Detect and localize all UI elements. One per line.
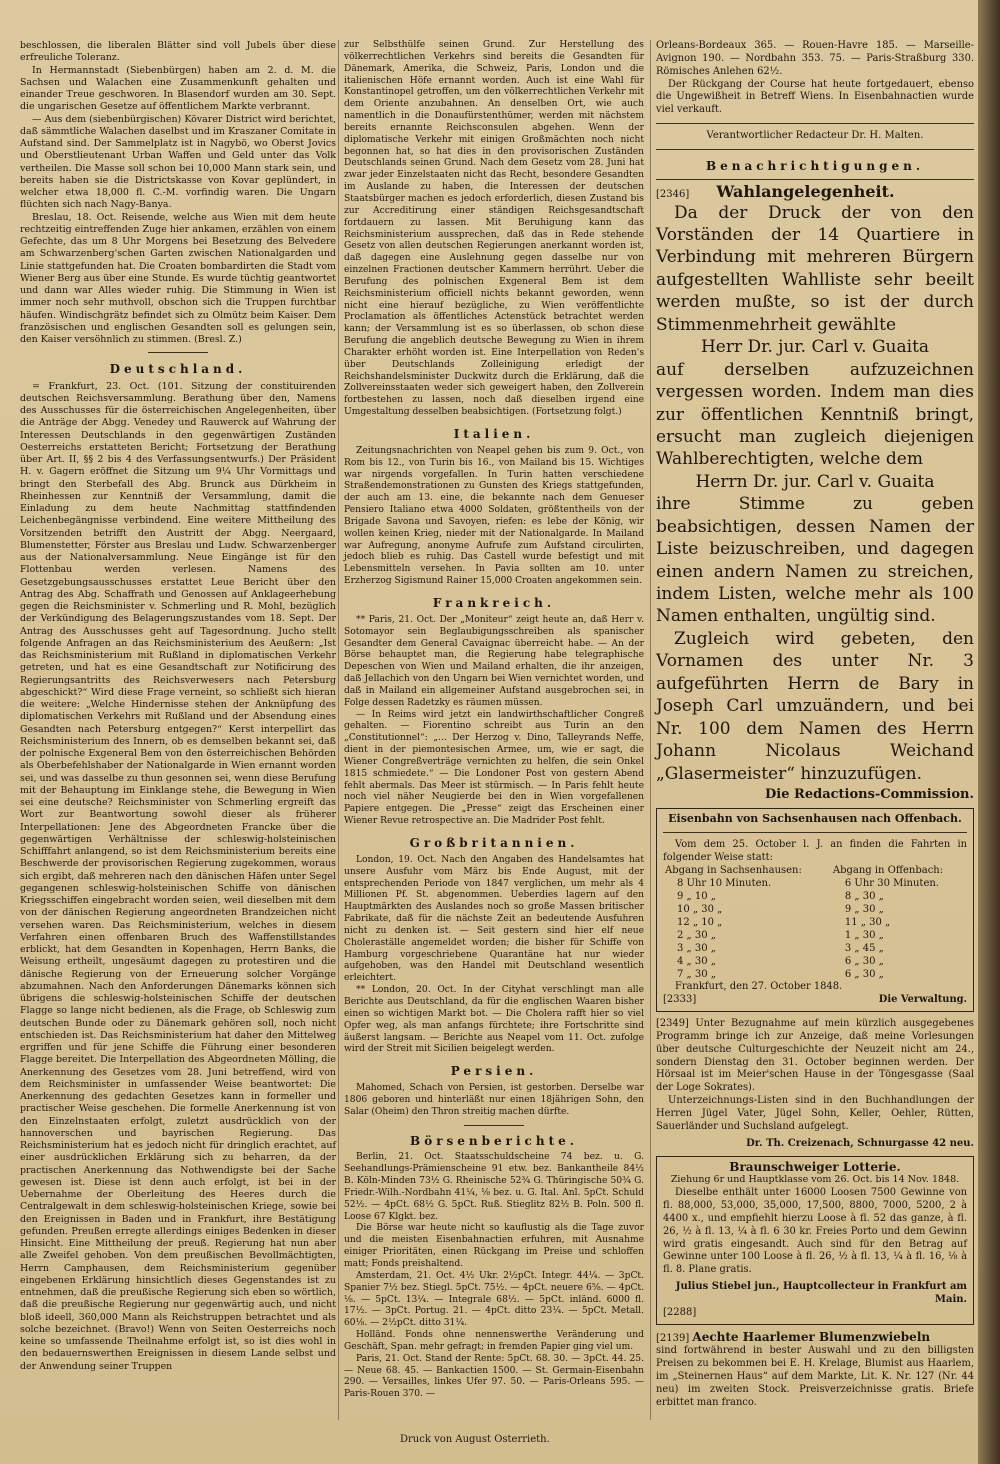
section-heading: Italien. [453,427,535,441]
paragraph: Unterzeichnungs-Listen sind in den Buchhandlungen der Herren Jügel Vater, Jügel Sohn, Keller, Oehler, Rütten, Sauerländer und Suchsland aufgelegt. [656,1095,974,1132]
ad-date: Frankfurt, den 27. October 1848. [675,981,843,993]
paragraph: Vom dem 25. October l. J. an finden die Fahrten in folgender Weise statt: [663,838,967,863]
table-cell: 3 „ 45 „ [844,943,884,955]
column-rule [650,40,651,1420]
paragraph: [2349] Unter Bezugnahme auf mein kürzlich ausgegebenes Programm bringe ich zur Anzeige, daß meine Vorlesungen über deutsche Culturgeschichte der Neuzeit nicht am 24., sondern Dienstag den 31. October beginnen werden. Der Hörsaal ist im Meier'schen Hause in der Töngesgasse (Saal der Loge Sokrates). [656,1018,974,1094]
table-cell: 11 „ 30 „ [844,917,891,929]
paragraph: Amsterdam, 21. Oct. 4½ Ukr. 2½pCt. Integr. 44¼. — 3pCt. Spanier 7½ bez. Stiegl. 5pCt. 75½. — 4pCt. neuere 6⅝. — 4pCt. ⅛. — 5pCt. 13¼. — Integrale 68½. — 5pCt. inländ. 6000 fl. 17½. — 3pCt. Portug. 21. — 4pCt. ditto 23¼. — 5pCt. Metall. 60⅛. — 2½pCt. ditto 31¼. [344,1270,644,1329]
ad-title: Braunschweiger Lotterie. [729,1160,901,1175]
schedule-table [663,864,967,981]
ad-subtitle: Ziehung 6r und Hauptklasse vom 26. Oct. bis 14 Nov. 1848. [670,1174,960,1186]
page-edge-shadow [978,0,1000,1464]
divider [148,352,208,353]
railway-schedule [656,808,974,1012]
table-cell: 2 „ 30 „ [677,930,716,942]
bulbs-ad [656,1331,974,1410]
table-cell: 9 „ 10 „ [677,891,716,903]
paragraph: Zugleich wird gebeten, den Vornamen des unter Nr. 3 aufgeführten Herrn de Bary in Joseph Carl umzuändern, und bei Nr. 100 dem Namen des Herrn Johann Nicolaus Weichand „Glasermeister“ hinzuzufügen. [656,628,974,784]
section-heading: Benachrichtigungen. [705,158,925,173]
candidate-name: Herr Dr. jur. Carl v. Guaita [700,337,930,358]
ad-number: [2288] [663,1306,697,1318]
paragraph: ihre Stimme zu geben beabsichtigen, dessen Namen der Liste beizuschreiben, und dagegen einen andern Namen zu streichen, indem Listen, welche mehr als 100 Namen enthalten, ungültig sind. [656,494,974,627]
table-cell: 4 „ 30 „ [677,956,716,968]
table-row [663,955,967,968]
column-1 [20,40,336,1373]
election-notice [656,181,974,802]
ad-footer [663,994,967,1007]
table-row [663,890,967,903]
paragraph: ** London, 20. Oct. In der Cityhat verschlingt man alle Berichte aus Deutschland, da für die englischen Waaren bisher einen so wichtigen Markt bot. — Die Cholera rafft hier so viel Opfer weg, als man anfangs fürchtete; ihre Fortschritte sind äußerst langsam. — Berichte aus Neapel vom 11. Oct. zufolge wird der Streit mit Sicilien beigelegt werden. [344,985,644,1055]
table-header-row [663,864,967,877]
table-cell: 8 Uhr 10 Minuten. [677,878,772,890]
ad-title: Aechte Haarlemer Blumenzwiebeln [692,1329,931,1344]
paragraph: zur Selbsthülfe seinen Grund. Zur Herstellung des völkerrechtlichen Verkehrs sind bereits die Gesandten für Dänemark, Amerika, die Schweiz, Paris, London und die italienischen Höfe ernannt worden. Auch ist eine Wahl für Konstantinopel getroffen, um den völkerrechtlichen Verkehr mit dem Oriente anzubahnen. An denselben Ort, wie auch namentlich in die Donaufürstenthümer, werden mit nächstem bereits ernannte Reichsconsulen abgehen. Wenn der diplomatische Verkehr mit einigen Großmächten noch nicht begonnen hat, so hat dies in den provisorischen Zuständen Deutschlands seinen Grund. Nach dem Gesetz vom 28. Juni hat zwar jeder Einzelstaaten nicht das Recht, besondere Gesandten im Auslande zu haben, die Interessen der deutschen Staatsbürger machen es jedoch erforderlich, diesen Zustand bis zur Accreditirung einer ständigen Reichsgesandtschaft fortdauern zu lassen. Mit Beruhigung kann das Reichsministerium aussprechen, daß das in Rede stehende Gesetz von allen deutschen Regierungen anerkannt worden ist, daß dagegen eine Auslehnung gegen dasselbe nur von einzelnen Fractionen deutscher Kammern herrührt. Ueber die Berufung des polnischen Exgeneral Bem ist dem Reichsministerium officiell nichts bekannt geworden, wenn nicht eine hierauf bezügliche, zu Wien veröffentlichte Proclamation als öffentliches Actenstück betrachtet werden kann; der Versammlung ist es so überlassen, ob schon diese Berufung die angeblich deutsche Bewegung zu Wien in ihrem Charakter erhöht worden ist. Eine Interpellation von Reden's über Deutschlands Zolleinigung erledigt der Reichshandelsminister Duckwitz durch die Erklärung, daß die Zollvereinsstaaten weder sich geweigert haben, den Zollverein fortbestehen zu lassen, noch daß dieselben irgend eine Umgestaltung desselben beabsichtigen. (Fortsetzung folgt.) [344,40,644,418]
section-heading: Persien. [450,1064,538,1079]
divider [656,179,974,180]
paragraph: — Aus dem (siebenbürgischen) Kövarer District wird berichtet, daß sämmtliche Walachen daselbst und im Kraszaner Comitate in Aufstand sind. Der Sammelplatz ist in Nagybö, wo Oberst Jovics und Oberstlieutenant Urban Waffen und Geld unter das Volk vertheilen. Die Masse soll schon bei 10,000 Mann stark sein, und bereits haben sie die Districtskasse von Kovar geplündert, in welcher etwa 18,000 fl. C.-M. vorfindig waren. Die Ungarn flüchten sich nach Nagy-Banya. [20,113,336,211]
lecture-notice [656,1018,974,1150]
ad-number: [2346] [656,188,690,200]
column-rule [338,40,339,1420]
table-cell: 6 Uhr 30 Minuten. [844,878,939,890]
table-cell: 6 „ 30 „ [844,969,884,981]
printer-imprint: Druck von August Osterrieth. [400,1434,550,1445]
paragraph: auf derselben aufzuzeichnen vergessen worden. Indem man dies zur öffentlichen Kenntniß bringt, ersucht man zugleich diejenigen Wahlberechtigten, welche dem [656,359,974,470]
table-cell: 10 „ 30 „ [677,904,723,916]
section-heading: Deutschland. [109,362,247,377]
paragraph: — In Reims wird jetzt ein landwirthschaftlicher Congreß gehalten. — Fiorentino schreibt aus Turin an den „Constitutionnel“: „... Der Herzog v. Dino, Talleyrands Neffe, dient in der piemontesischen Armee, um, wie er sagt, die Wiener Congreßverträge vernichten zu helfen, die sein Onkel 1815 schmiedete.“ — Die Londoner Post von gestern Abend fehlt abermals. Das Meer ist stürmisch. — In Paris fehlt heute noch viel näher Neugierde bei den in Wien vorgefallenen Papiere entgegen. Die „Presse“ zeigt das Erscheinen einer Wiener Revue retrospective an. Die Madrider Post fehlt. [344,709,644,827]
paragraph: Dieselbe enthält unter 16000 Loosen 7500 Gewinne von fl. 88,000, 53,000, 35,000, 17,500, 8800, 7000, 5200, 2 à 4400 x., und empfiehlt hierzu Loose à fl. 52 das ganze, à fl. 26, ½ à fl. 13, ¼ à fl. 6 30 kr. Freies Porto und dem Gewinn wird gratis eingesandt. Auch sind für den Betrag auf Gewinne unter 100 Loose à fl. 26, ½ à fl. 13, ¼ à fl. 16, ⅛ à fl. 8. Plane gratis. [663,1187,967,1276]
paragraph: ** Paris, 21. Oct. Der „Moniteur“ zeigt heute an, daß Herr v. Sotomayor sein Beglaubigungsschreiben als spanischer Gesandter dem General Cavaignac überreicht habe. — An der Börse behauptet man, die Regierung habe telegraphische Depeschen von Wien und Mailand erhalten, die ihr anzeigen, daß Jellachich von den Ungarn bei Wien vernichtet worden, und daß in Mailand ein allgemeiner Aufstand ausgebrochen sei, in Folge dessen Radetzky es räumen müssen. [344,614,644,708]
divider [464,1125,524,1126]
table-row [663,903,967,916]
paragraph: Holländ. Fonds ohne nennenswerthe Veränderung und Geschäft, Span. mehr gefragt; in fremden Papier ging viel um. [344,1330,644,1352]
paragraph: Die Börse war heute nicht so kauflustig als die Tage zuvor und die meisten Eisenbahnactien erfuhren, mit Ausnahme einiger Prioritäten, einen Rückgang im Preise und schloffen matt; Fonds preishaltend. [344,1223,644,1269]
table-cell: 8 „ 30 „ [844,891,884,903]
ad-signature: Die Verwaltung. [878,994,967,1006]
paragraph: sind fortwährend in bester Auswahl und zu den billigsten Preisen zu bekommen bei E. H. Krelage, Blumist aus Haarlem, im „Steinernen Haus“ auf dem Markte, Lit. K. Nr. 127 (Nr. 44 neu) im zweiten Stock. Preisverzeichnisse gratis. Briefe erbittet man franco. [656,1345,974,1408]
paragraph: Mahomed, Schach von Persien, ist gestorben. Derselbe war 1806 geboren und hinterläßt nur einen 18jährigen Sohn, den Salar (Oheim) den Thron streitig machen dürfte. [344,1083,644,1117]
table-header: Abgang in Sachsenhausen: [665,865,802,877]
table-row [663,877,967,890]
table-row [663,942,967,955]
ad-number: [2139] [656,1332,690,1344]
editor-line: Verantwortlicher Redacteur Dr. H. Malten. [706,130,924,142]
section-heading: Börsenberichte. [410,1133,578,1148]
paragraph: Orleans-Bordeaux 365. — Rouen-Havre 185. — Marseille-Avignon 190. — Nordbahn 353. 75. — Paris-Straßburg 330. Römisches Anlehen 62½. [656,40,974,77]
ad-signature: Julius Stiebel jun., Hauptcollecteur in Frankfurt am Main. [675,1281,967,1305]
table-cell: 7 „ 30 „ [677,969,716,981]
ad-body [656,202,974,785]
column-2 [344,40,644,1401]
ad-signature: Die Redactions-Commission. [765,786,974,802]
candidate-name: Herrn Dr. jur. Carl v. Guaita [695,471,935,492]
paragraph: London, 19. Oct. Nach den Angaben des Handelsamtes hat unsere Ausfuhr vom März bis Ende August, mit der entsprechenden Periode von 1847 verglichen, um mehr als 4 Millionen Pf. St. abgenommen. Ueberdies lagern auf den Hauptmärkten des Auslandes noch so große Massen britischer Fabrikate, daß für die nächste Zeit an bedeutende Ausfuhren nicht zu denken ist. — Seit gestern sind hier elf neue Choleraställe angemeldet worden; die bisher für Schiffe von Hamburg vorgeschriebene Quarantäne hat nur wieder aufgehoben, was den Handel mit Deutschland wesentlich erleichtert. [344,854,644,984]
paragraph: In Hermannstadt (Siebenbürgen) haben am 2. d. M. die Sachsen und Walachen eine Zusammenkunft gehalten und einander Treue geschworen. In Blasendorf wurden am 30. Sept. die ungarischen Gesetze auf öffentlichem Markte verbrannt. [20,64,336,113]
ad-signature: Dr. Th. Creizenach, Schnurgasse 42 neu. [746,1137,974,1149]
table-row [663,916,967,929]
paragraph: Der Rückgang der Course hat heute fortgedauert, ebenso die Ungewißheit in Betreff Wiens. In Eisenbahnactien wurde viel verkauft. [656,78,974,116]
ad-title: Wahlangelegenheit. [716,181,895,201]
ad-title: Eisenbahn von Sachsenhausen nach Offenbach. [668,811,962,825]
divider [656,149,974,150]
table-row [663,968,967,981]
paragraph: = Frankfurt, 23. Oct. (101. Sitzung der constituirenden deutschen Reichsversammlung. Berathung über den, Namens des Ausschusses für die österreichischen Angelegenheiten, über die Anträge der Abgg. Venedey und Rauwerck auf Wahrung der Interessen Deutschlands in den gegenwärtigen Zuständen Oesterreichs erstatteten Bericht; Fortsetzung der Berathung über Art. II, §§ 2 bis 4 des Verfassungsentwurfs.) Der Präsident H. v. Gagern eröffnet die Sitzung um 9¼ Uhr Vormittags und bringt den Sterbefall des Abg. Brunck aus Dürkheim in Rheinhessen zur Kenntniß der Versammlung, damit die Einladung zu dem heute Nachmittag stattfindenden Leichenbegängnisse verbindend. Eine weitere Mittheilung des Vorsitzenden betrifft den Austritt der Abgg. Neergaard, Blumenstetter, Förster aus Breslau und Ludw. Schwarzenberger aus der Nationalversammlung. Neue Eingänge ist für den Flottenbau werden verlesen. Namens des Gesetzgebungsausschusses erstattet Leue Bericht über den Antrag des Abg. Schaffrath und Genossen auf Anklageerhebung gegen die Reichsminister v. Schmerling und R. Mohl, bezüglich der Verkündigung des Belagerungszustandes vom 18. Sept. Der Antrag des Ausschusses geht auf Tagesordnung. Jucho stellt folgende Anfragen an das Reichsministerium des Aeußern: „Ist das Reichsministerium mit Rußland in diplomatischen Verkehr getreten, und hat es eine Gesandtschaft zur Notificirung des Regierungsantritts des Reichsverwesers nach Petersburg abgeschickt?“ Wird diese Frage verneint, so schließt sich hieran die weitere: „Welche Hindernisse stehen der Anknüpfung des diplomatischen Verkehrs mit Rußland und der Absendung eines Gesandten nach Petersburg entgegen?“ Kerst interpellirt das Reichsministerium des Innern, ob es demselben bekannt sei, daß der polnische Exgeneral Bem von den österreichischen Behörden als Oberbefehlshaber der Nationalgarde in Wien ernannt worden sei, und was dasselbe zu thun gesonnen sei, wenn diese Berufung mit der Behauptung im Einklange stehe, die Bewegung in Wien sei eine deutsche? Reichsminister von Schmerling ergreift das Wort zur Beantwortung sowohl dieser als früherer Interpellationen: Jene des Abgeordneten Francke über die gegenwärtigen Verhältnisse der schleswig-holsteinischen Schifffahrt anlangend, so ist dem Reichsministerium bereits eine Beschwerde der provisorischen Regierung zugekommen, woraus sich ergibt, daß mehreren nach den dänischen Häfen unter Segel gegangenen schleswig-holsteinischen Schiffe von dänischen Kriegsschiffen eingebracht worden seien, weil dieselben mit dem von der dänischen Regierung angeordneten Brandzeichen nicht versehen waren. Das Reichsministerium, welches in diesem Verfahren einen offenbaren Bruch des Waffenstillstandes erblickt, hat dem Gesandten in Kopenhagen, Herrn Banks, die Weisung ertheilt, ungesäumt dagegen zu protestiren und die dänische Regierung von der Erneuerung solcher Vorgänge abzumahnen. Nach den Anforderungen Dänemarks können sich übrigens die schleswig-holsteinischen Schiffe der deutschen Flagge so lange nicht bedienen, als die Frage, ob Schleswig zum deutschen Bunde oder zu Dänemark gehören soll, noch nicht entschieden ist. Das Reichsministerium hat daher den Mittelweg ergriffen und für jene Schiffe die Führung einer besonderen Flagge bereitet. Die Interpellation des Abgeordneten Mölling, die Anerkennung des Gesetzes vom 28. Juni betreffend, wird von dem Reichsminister in umfassender Weise beantwortet: Die Anerkennung des gedachten Gesetzes kann in formeller und practischer Weise geschehen. Die formelle Anerkennung ist von den Einzelnstaaten erfolgt, zuletzt ausdrücklich von der hannoverschen und bayrischen Regierung. Das Reichsministerium hat es jedoch nicht für dringlich erachtet, auf einer ausdrücklichen Erklärung sich zu beharren, da der practischen Anerkennung das Nothwendigste bei der Sache gewesen ist. Diese ist denn auch erfolgt, ist bei in der Uebernahme der Oberleitung des Heeres durch die Centralgewalt in dem schleswig-holsteinischen Kriege, sowie bei den Ereignissen in Baden und in Frankfurt, ihre Bestätigung gefunden. Preußen erregte allerdings einiges Bedenken in dieser Hinsicht. Eine Mittheilung der preuß. Regierung hat nun aber alle Zweifel gehoben. Von dem preußischen Bevollmächtigten, Herrn Camphausen, dem Reichsministerium gegenüber eingebenen Erklärung hinsichtlich dieses Gegenstandes ist zu entnehmen, daß die preußische Regierung sich eben so wörtlich, daß die preußische Regierung nur gegenwärtig auch, und nicht bloß ideell, 360,000 Mann als Reichstruppen betrachtet und als solche bezeichnet. (Bravo!) Wenn von Seiten Oesterreichs noch keine so umfassende Theilnahme erfolgt ist, so ist dies wohl in den bedauernswerthen Ereignissen in diesem Lande selbst und der Anwendung seiner Truppen [20,380,336,1372]
table-cell: 3 „ 30 „ [677,943,716,955]
paragraph: Da der Druck der von den Vorständen der 14 Quartiere in Verbindung mit mehreren Bürgern aufgestellten Wahlliste sehr beeilt werden mußte, so ist der durch Stimmenmehrheit gewählte [656,202,974,335]
lottery-ad [656,1156,974,1324]
paragraph: Breslau, 18. Oct. Reisende, welche aus Wien mit dem heute rechtzeitig eintreffenden Zuge hier ankamen, erzählen von einem Gefechte, das um 8 Uhr Morgens bei Besetzung des Belvedere am Schwarzenberg'schen Garten zwischen Nationalgarden und Linie stattgefunden hat. Die Croaten bombardirten die Stadt vom Wiener Berg aus über eine Stunde. Es wurde tüchtig geantwortet und dann war Alles wieder ruhig. Die Stimmung in Wien ist immer noch sehr muthvoll, obschon sich die Truppen furchtbar häufen. Windischgrätz befindet sich zu Olmütz beim Kaiser. Dem französischen und englischen Gesandten soll es gelungen sein, den Kaiser versöhnlich zu stimmen. (Bresl. Z.) [20,211,336,345]
table-cell: 6 „ 30 „ [844,956,884,968]
column-3 [656,40,974,1410]
section-heading: Frankreich. [432,595,556,610]
table-header: Abgang in Offenbach: [832,865,944,877]
paragraph: Paris, 21. Oct. Stand der Rente: 5pCt. 68. 30. — 3pCt. 44. 25. — Neue 68. 45. — Bankactien 1500. — St. Germain-Eisenbahn 290. — Versailles, linkes Ufer 97. 50. — Paris-Orleans 595. — Paris-Rouen 370. — [344,1353,644,1400]
table-cell: 12 „ 10 „ [677,917,723,929]
paragraph: Zeitungsnachrichten von Neapel gehen bis zum 9. Oct., von Rom bis 12., von Turin bis 16., von Mailand bis 15. Wichtiges war nirgends vorgefallen. In Turin hatten verschiedene Straßendemonstrationen zu Gunsten des Kriegs stattgefunden, der auch am 13. eine, die bekannte nach dem Genueser Pensiero Italiano etwa 4000 Soldaten, größtentheils von der Brigade Savona und Savoyen, riefen: es lebe der König, wir wollen keinen Krieg, nieder mit der Nationalgarde. In Mailand war Aufregung, anonyme Aufrufe zum Aufstand circulirten, jedoch blieb es ruhig. Das Castell wurde befestigt und mit Lebensmitteln versehen. In Pavia sollten am 10. unter Erzherzog Sigismund Rainer 15,000 Croaten angekommen sein. [344,445,644,587]
table-cell: 1 „ 30 „ [844,930,884,942]
divider [656,123,974,124]
section-heading: Großbritannien. [409,836,579,850]
paragraph: beschlossen, die liberalen Blätter sind voll Jubels über diese erfreuliche Toleranz. [20,40,336,64]
paragraph: Berlin, 21. Oct. Staatsschuldscheine 74 bez. u. G. Seehandlungs-Prämienscheine 91 etw. bez. Bankantheile 84½ B. Köln-Minden 73½ G. Rheinische 52¾ G. Thüringische 50¾ G. Friedr.-Wilh.-Nordbahn 41¼, ⅛ bez. u. G. Ital. Anl. 5pCt. Schuld 52½. — 4pCt. 68½ G. 5pCt. Ruß. Stieglitz 82½ B. Poln. 500 fl. Loose 67 Klgkt. bez. [344,1152,644,1222]
table-cell: 9 „ 30 „ [844,904,884,916]
ad-number: [2333] [663,994,697,1006]
table-row [663,929,967,942]
divider [663,832,967,833]
